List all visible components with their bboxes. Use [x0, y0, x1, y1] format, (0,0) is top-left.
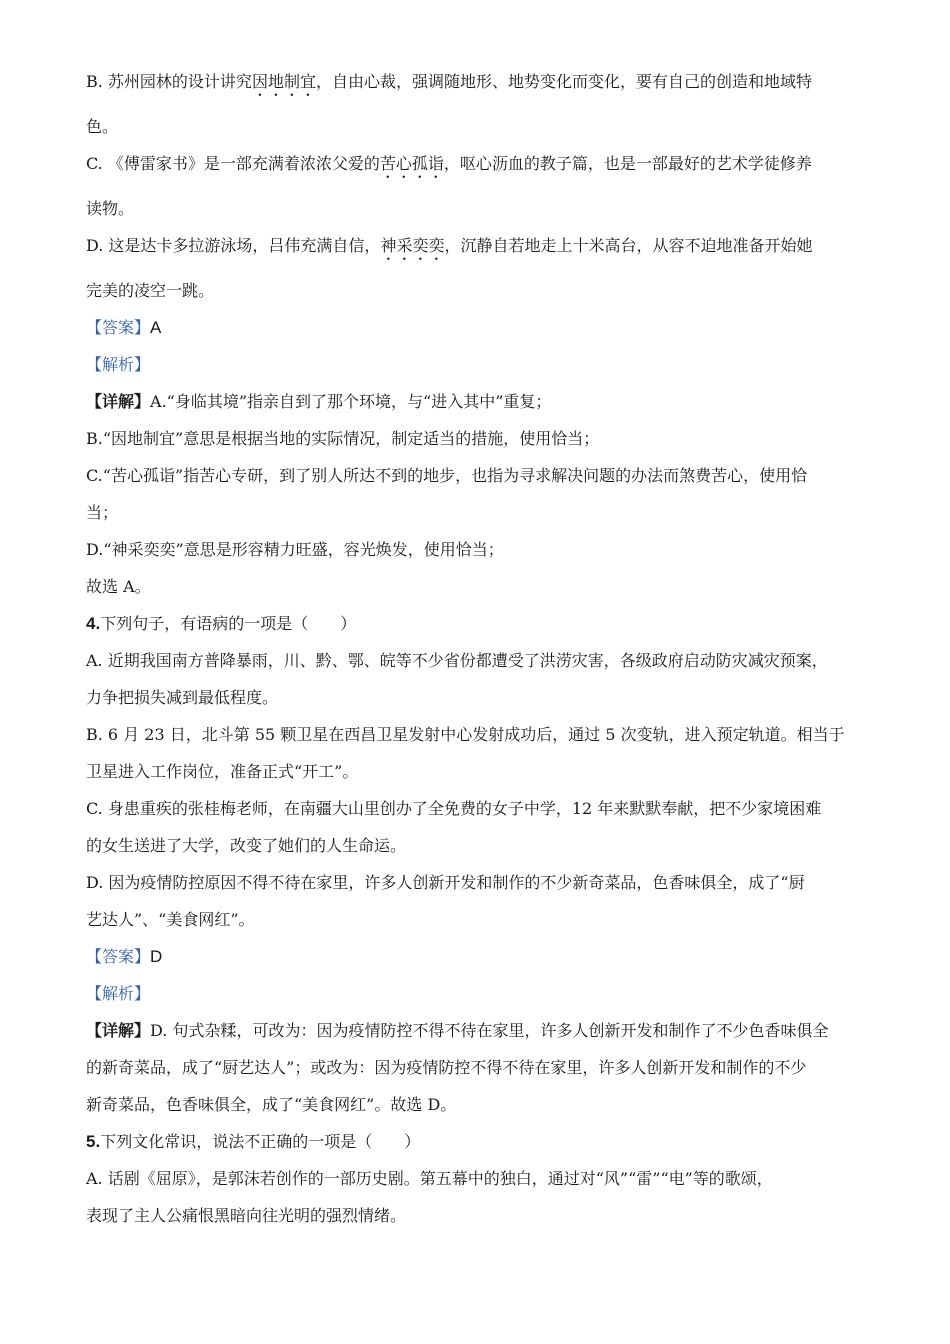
q3-option-c-line1: C. 《傅雷家书》是一部充满着浓浓父爱的苦心孤诣，呕心沥血的教子篇，也是一部最好的艺术学徒修养: [86, 154, 812, 173]
q3-detail-line-a: 【详解】A.“身临其境”指亲自到了那个环境，与“进入其中”重复；: [86, 392, 552, 411]
q4-option-d-line2: 艺达人”、“美食网红”。: [86, 910, 255, 929]
q3-option-d-line1: D. 这是达卡多拉游泳场，吕伟充满自信，神采奕奕，沉静自若地走上十米高台，从容不迫地准备开始她: [86, 236, 813, 255]
q4-detail-line2: 的新奇菜品，成了“厨艺达人”；或改为：因为疫情防控不得不待在家里，许多人创新开发和制作的不少: [86, 1058, 807, 1077]
q4-stem: 4.下列句子，有语病的一项是（ ）: [86, 614, 357, 633]
question-number: 5.: [86, 1132, 101, 1151]
q4-answer: [86, 947, 866, 967]
q4-option-c-line1: C. 身患重疾的张桂梅老师，在南疆大山里创办了全免费的女子中学，12 年来默默奉献，把不少家境困难: [86, 799, 822, 818]
q4-analysis-tag: 【解析】: [86, 984, 151, 1003]
emphasis-dotted-phrase: 苦心孤诣: [379, 154, 444, 173]
q3-option-b-line2: 色。: [86, 117, 119, 136]
q3-conclusion: 故选 A。: [86, 577, 151, 596]
q3-detail-line-b: B.“因地制宜”意思是根据当地的实际情况，制定适当的措施，使用恰当；: [86, 429, 600, 448]
q3-option-b-line1: B. 苏州园林的设计讲究因地制宜，自由心裁，强调随地形、地势变化而变化，要有自己的创造和地域特: [86, 72, 812, 91]
q4-option-b-line1: B. 6 月 23 日，北斗第 55 颗卫星在西昌卫星发射中心发射成功后，通过 5 次变轨，进入预定轨道。相当于: [86, 725, 845, 744]
answer-value: A: [150, 318, 162, 337]
q4-option-d-line1: D. 因为疫情防控原因不得不待在家里，许多人创新开发和制作的不少新奇菜品，色香味俱全，成了“厨: [86, 873, 805, 892]
q3-detail-line-d: D.“神采奕奕”意思是形容精力旺盛，容光焕发，使用恰当；: [86, 540, 504, 559]
detail-tag: 【详解】: [86, 392, 151, 411]
emphasis-dotted-phrase: 神采奕奕: [380, 236, 445, 255]
answer-value: D: [150, 947, 163, 966]
answer-tag: 【答案】: [86, 318, 151, 337]
q4-option-b-line2: 卫星进入工作岗位，准备正式“开工”。: [86, 762, 359, 781]
q4-detail-line3: 新奇菜品，色香味俱全，成了“美食网红”。故选 D。: [86, 1095, 457, 1114]
emphasis-dotted-phrase: 因地制宜: [251, 72, 316, 91]
q5-option-a-line1: A. 话剧《屈原》，是郭沫若创作的一部历史剧。第五幕中的独白，通过对“风”“雷”“电”等的歌颂，: [86, 1169, 773, 1188]
detail-tag: 【详解】: [86, 1021, 151, 1040]
document-page: [86, 72, 866, 1226]
q3-detail-line-c: C.“苦心孤诣”指苦心专研，到了别人所达不到的地步，也指为寻求解决问题的办法而煞费苦心，使用恰: [86, 466, 808, 485]
question-number: 4.: [86, 614, 101, 633]
answer-tag: 【答案】: [86, 947, 151, 966]
q4-option-c-line2: 的女生送进了大学，改变了她们的人生命运。: [86, 836, 407, 855]
q5-stem: 5.下列文化常识，说法不正确的一项是（ ）: [86, 1132, 421, 1151]
q3-option-d-line2: 完美的凌空一跳。: [86, 281, 215, 300]
q4-option-a-line1: A. 近期我国南方普降暴雨，川、黔、鄂、皖等不少省份都遭受了洪涝灾害，各级政府启动防灾减灾预案，: [86, 651, 828, 670]
q3-detail-line-c-cont: 当；: [86, 503, 119, 522]
q3-answer: [86, 318, 866, 338]
q3-analysis-tag: 【解析】: [86, 355, 151, 374]
q4-detail-line1: 【详解】D. 句式杂糅，可改为：因为疫情防控不得不待在家里，许多人创新开发和制作了不少色香味俱全: [86, 1021, 829, 1040]
q4-option-a-line2: 力争把损失减到最低程度。: [86, 688, 279, 707]
q5-option-a-line2: 表现了主人公痛恨黑暗向往光明的强烈情绪。: [86, 1206, 407, 1225]
q3-option-c-line2: 读物。: [86, 199, 135, 218]
